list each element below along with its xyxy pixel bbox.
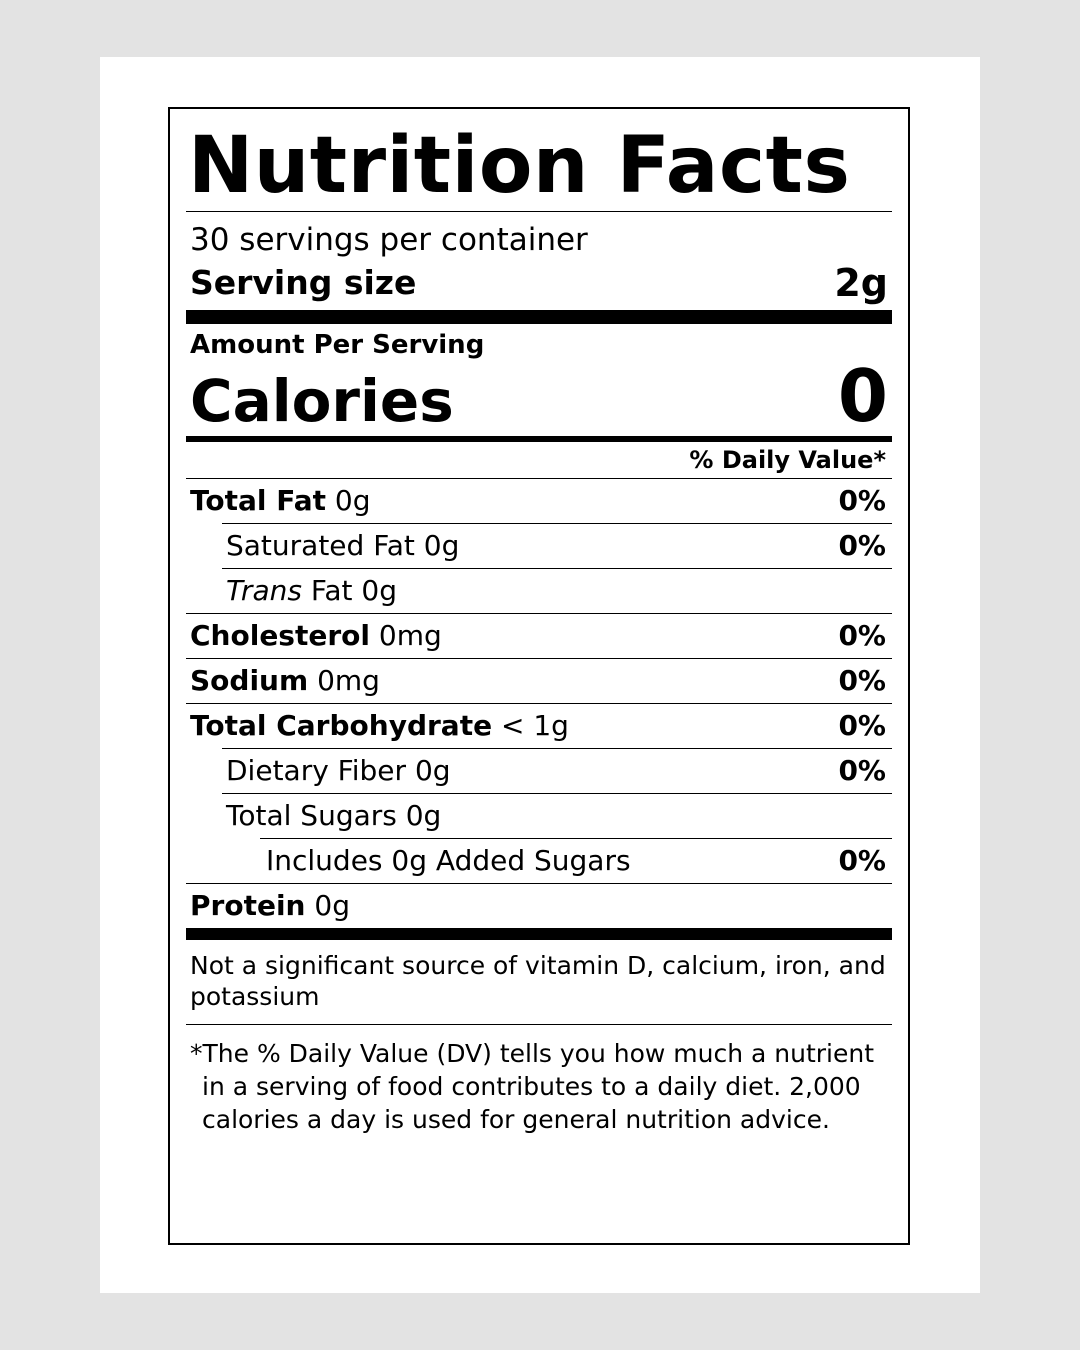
page-title: Nutrition Facts: [188, 121, 851, 211]
calories-label: Calories: [190, 367, 454, 435]
nutrient-percent: 0%: [838, 844, 886, 877]
nutrient-row-trans-fat: [186, 569, 892, 613]
serving-size-label: Serving size: [190, 263, 417, 302]
nutrient-amount: Total Sugars 0g: [226, 799, 442, 832]
nutrient-percent: 0%: [838, 484, 886, 517]
nutrient-row-cholesterol: [186, 614, 892, 658]
divider-thick-bottom: [186, 928, 892, 940]
nutrient-name: Total Fat: [190, 484, 327, 517]
nutrient-amount: Saturated Fat 0g: [226, 529, 460, 562]
divider-thick-top: [186, 310, 892, 324]
calories-value: 0: [837, 354, 888, 438]
nutrient-name: Cholesterol: [190, 619, 370, 652]
nutrient-amount: Dietary Fiber 0g: [226, 754, 451, 787]
serving-size-row: [186, 262, 892, 310]
nutrient-row-dietary-fiber: [186, 749, 892, 793]
nutrient-row-sodium: [186, 659, 892, 703]
nutrient-percent: 0%: [838, 709, 886, 742]
nutrient-amount: 0mg: [317, 664, 380, 697]
serving-size-value: 2g: [834, 261, 888, 305]
nutrient-row-saturated-fat: [186, 524, 892, 568]
nutrition-facts-label: [168, 107, 910, 1245]
calories-row: [186, 354, 892, 438]
nutrient-amount: 0g: [314, 889, 350, 922]
nutrient-percent: 0%: [838, 529, 886, 562]
nutrient-percent: 0%: [838, 754, 886, 787]
nutrient-amount: 0g: [334, 484, 371, 517]
daily-value-footnote: *The % Daily Value (DV) tells you how much a nutrient in a serving of food contributes to a daily diet. 2,000 calories a day is used for general nutrition advice.: [190, 1039, 875, 1134]
nutrient-amount: Fat 0g: [301, 574, 397, 607]
nutrient-amount: 0mg: [378, 619, 442, 652]
servings-per-container: 30 servings per container: [190, 222, 588, 258]
nutrient-percent: 0%: [838, 619, 886, 652]
daily-value-header: % Daily Value*: [689, 446, 886, 474]
nutrient-amount: Includes 0g Added Sugars: [266, 844, 631, 877]
nutrient-amount: < 1g: [501, 709, 569, 742]
label-card: [100, 57, 980, 1293]
nutrient-row-protein: [186, 884, 892, 928]
nutrient-name: Sodium: [190, 664, 309, 697]
nutrient-row-total-carbohydrate: [186, 704, 892, 748]
amount-per-serving-label: Amount Per Serving: [190, 330, 485, 360]
nutrient-name: Protein: [190, 889, 306, 922]
nutrient-row-added-sugars: [186, 839, 892, 883]
nutrient-name: Total Carbohydrate: [190, 709, 493, 742]
nutrient-row-total-sugars: [186, 794, 892, 838]
not-significant-source-note: Not a significant source of vitamin D, calcium, iron, and potassium: [190, 951, 886, 1011]
nutrient-name-italic: Trans: [226, 574, 302, 607]
nutrient-row-total-fat: [186, 479, 892, 523]
nutrient-percent: 0%: [838, 664, 886, 697]
